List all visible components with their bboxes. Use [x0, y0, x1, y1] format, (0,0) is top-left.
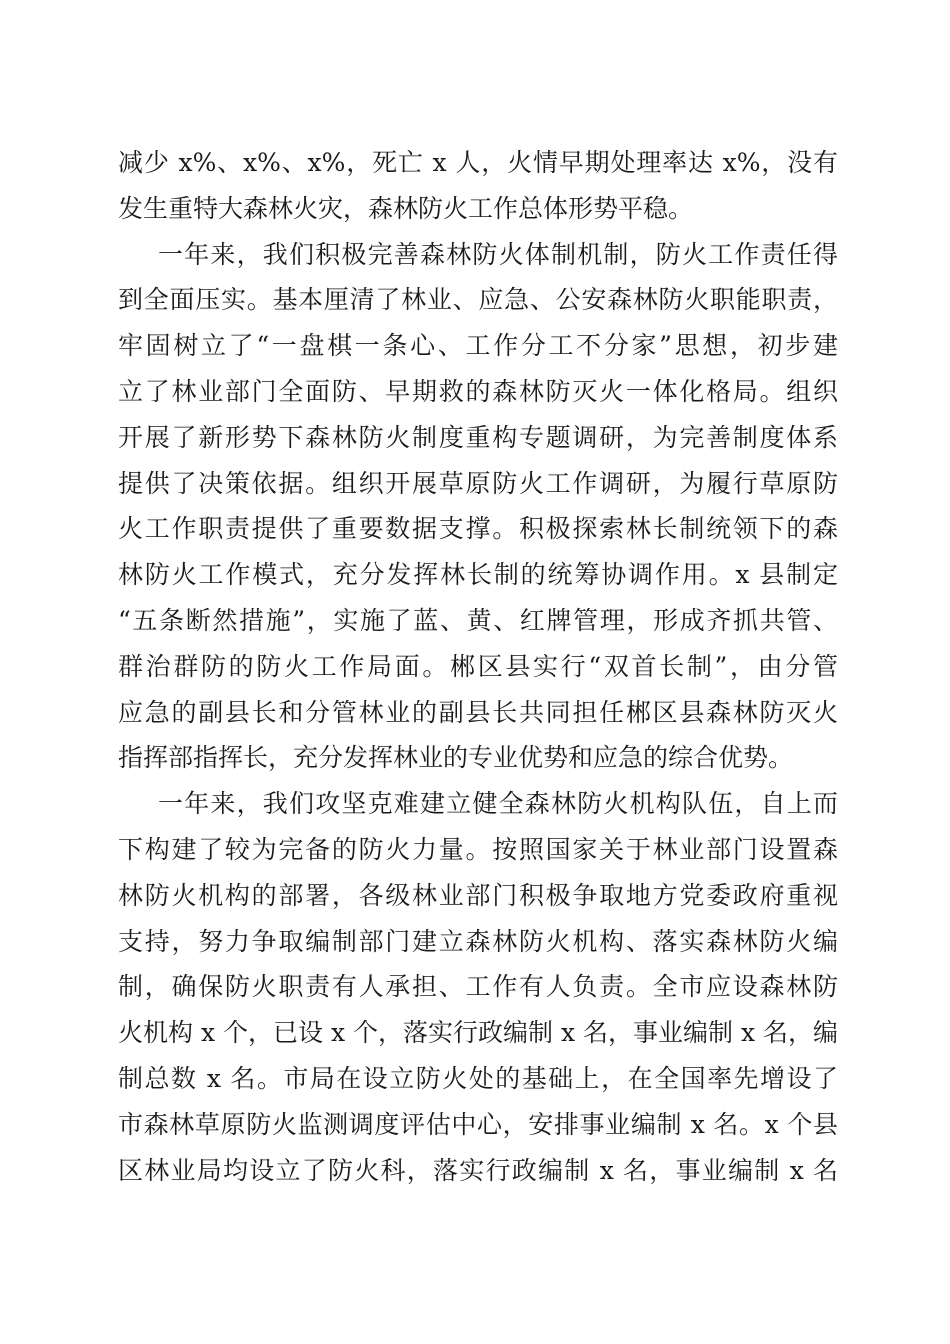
text-line: 立了林业部门全面防、早期救的森林防灭火一体化格局。组织 — [118, 376, 838, 406]
text-line: 应急的副县长和分管林业的副县长共同担任郴区县森林防灭火 — [118, 697, 838, 727]
text-line: 到全面压实。基本厘清了林业、应急、公安森林防火职能职责， — [118, 285, 838, 315]
text-line: 支持，努力争取编制部门建立森林防火机构、落实森林防火编 — [118, 926, 838, 956]
text-line: 火机构 x 个，已设 x 个，落实行政编制 x 名，事业编制 x 名，编 — [118, 1018, 838, 1048]
text-line: “五条断然措施”，实施了蓝、黄、红牌管理，形成齐抓共管、 — [118, 605, 838, 635]
text-line: 提供了决策依据。组织开展草原防火工作调研，为履行草原防 — [118, 468, 838, 498]
text-line: 发生重特大森林火灾，森林防火工作总体形势平稳。 — [118, 193, 694, 223]
text-line: 指挥部指挥长，充分发挥林业的专业优势和应急的综合优势。 — [118, 743, 794, 773]
text-line: 制总数 x 名。市局在设立防火处的基础上，在全国率先增设了 — [118, 1063, 838, 1093]
text-line: 牢固树立了“一盘棋一条心、工作分工不分家”思想，初步建 — [118, 331, 838, 361]
text-line: 区林业局均设立了防火科，落实行政编制 x 名，事业编制 x 名 — [118, 1155, 838, 1185]
document-body — [118, 140, 838, 1193]
text-line: 群治群防的防火工作局面。郴区县实行“双首长制”，由分管 — [118, 651, 838, 681]
text-line: 制，确保防火职责有人承担、工作有人负责。全市应设森林防 — [118, 972, 838, 1002]
text-line: 火工作职责提供了重要数据支撑。积极探索林长制统领下的森 — [118, 514, 838, 544]
text-line: 一年来，我们攻坚克难建立健全森林防火机构队伍，自上而 — [158, 789, 838, 819]
text-line: 开展了新形势下森林防火制度重构专题调研，为完善制度体系 — [118, 422, 838, 452]
text-line: 林防火机构的部署，各级林业部门积极争取地方党委政府重视 — [118, 880, 838, 910]
text-line: 林防火工作模式，充分发挥林长制的统筹协调作用。x 县制定 — [118, 560, 838, 590]
text-line: 下构建了较为完备的防火力量。按照国家关于林业部门设置森 — [118, 834, 838, 864]
text-line: 减少 x%、x%、x%，死亡 x 人，火情早期处理率达 x%，没有 — [118, 148, 838, 177]
text-line: 市森林草原防火监测调度评估中心，安排事业编制 x 名。x 个县 — [118, 1109, 838, 1139]
text-line: 一年来，我们积极完善森林防火体制机制，防火工作责任得 — [158, 239, 838, 269]
